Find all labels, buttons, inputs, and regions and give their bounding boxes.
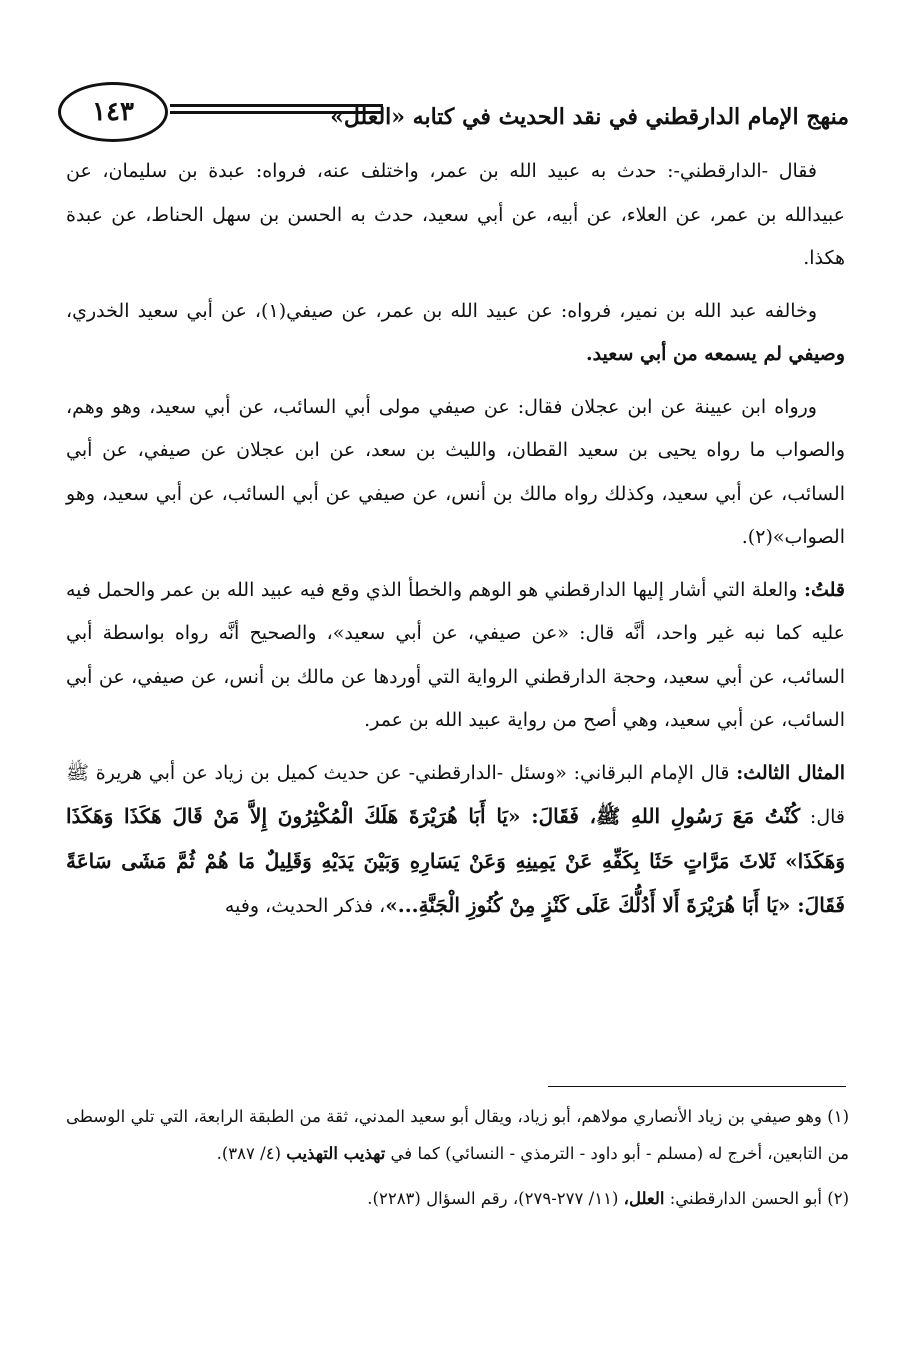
page-header [0,82,909,142]
paragraph-2-emphasis: وصيفي لم يسمعه من أبي سعيد. [585,343,845,365]
footnote-1-ref: (٤/ ٣٨٧). [216,1144,287,1163]
paragraph-3: ورواه ابن عيينة عن ابن عجلان فقال: عن صيفي مولى أبي السائب، عن أبي سعيد، وهو وهم، والصواب ما رواه يحيى بن سعيد القطان، والليث بن سعد، عن ابن عجلان عن صيفي، عن أبي السائب، عن أبي سعيد، وكذلك رواه مالك بن أنس، عن صيفي عن أبي السائب، عن أبي سعيد، وهو الصواب»(٢). [66,395,846,548]
footnote-1-text: (١) وهو صيفي بن زياد الأنصاري مولاهم، أبو زياد، ويقال أبو سعيد المدني، ثقة من الطبقة الرابعة، التي تلي الوسطى من التابعين، أخرج له (مسلم - أبو داود - الترمذي - النسائي) كما في [66,1107,849,1163]
footnote-2-text: (٢) أبو الحسن الدارقطني: [664,1189,849,1208]
paragraph-2-text: وخالفه عبد الله بن نمير، فرواه: عن عبيد الله بن عمر، عن صيفي(١)، عن أبي سعيد الخدري، [66,299,818,322]
paragraph-5-intro: قال الإمام البرقاني: «وسئل -الدارقطني- عن حديث كميل بن زياد عن أبي هريرة ﷺ قال: [66,761,845,828]
footnote-2 [66,1180,849,1217]
footnote-1 [66,1098,849,1172]
running-title: منهج الإمام الدارقطني في نقد الحديث في كتابه «العلل» [330,104,849,130]
footnote-separator [548,1086,846,1087]
header-double-rule [170,104,383,114]
page-number: ١٤٣ [58,82,168,142]
footnotes [66,1098,849,1225]
footnote-1-book-title: تهذيب التهذيب [286,1144,386,1163]
paragraph-5-tail: ، فذكر الحديث، وفيه [224,895,386,917]
paragraph-4 [66,569,845,743]
paragraph-5 [66,752,845,929]
hadith-text: كُنْتُ مَعَ رَسُولِ اللهِ ﷺ، فَقَالَ: «يَا أَبَا هُرَيْرَةَ هَلَكَ الْمُكْثِرُونَ إِلاَّ مَنْ قَالَ هَكَذَا وَهَكَذَا وَهَكَذَا» ثَلاثَ مَرَّاتٍ حَثَا بِكَفِّهِ عَنْ يَمِينِهِ وَعَنْ يَسَارِهِ وَبَيْنَ يَدَيْهِ وَقَلِيلٌ مَا هُمْ ثُمَّ مَشَى سَاعَةً فَقَالَ: «يَا أَبَا هُرَيْرَةَ أَلا أَدُلُّكَ عَلَى كَنْزٍ مِنْ كُنُوزِ الْجَنَّةِ...» [66,804,845,917]
footnote-2-book-title: العلل، [623,1189,665,1208]
paragraph-4-text: والعلة التي أشار إليها الدارقطني هو الوهم والخطأ الذي وقع فيه عبيد الله بن عمر والحمل فيه عليه كما نبه غير واحد، أنَّه قال: «عن صيفي، عن أبي سعيد»، والصحيح أنَّه رواه بواسطة أبي السائب، عن أبي سعيد، وحجة الدارقطني الرواية التي أوردها عن مالك بن أنس، عن صيفي، عن أبي السائب، عن أبي سعيد، وهي أصح من رواية عبيد الله بن عمر. [66,578,845,731]
paragraph-1: فقال -الدارقطني-: حدث به عبيد الله بن عمر، واختلف عنه، فرواه: عبدة بن سليمان، عن عبيدالله بن عمر، عن العلاء، عن أبيه، عن أبي سعيد، حدث به الحسن بن سهل الحناط، عن عبدة هكذا. [66,160,845,269]
paragraph-4-label: قلتُ: [803,578,845,601]
main-text [66,150,845,938]
paragraph-2 [66,290,845,377]
footnote-2-ref: (١١/ ٢٧٧-٢٧٩)، رقم السؤال (٢٢٨٣). [367,1189,624,1208]
example-three-label: المثال الثالث: [736,761,846,784]
